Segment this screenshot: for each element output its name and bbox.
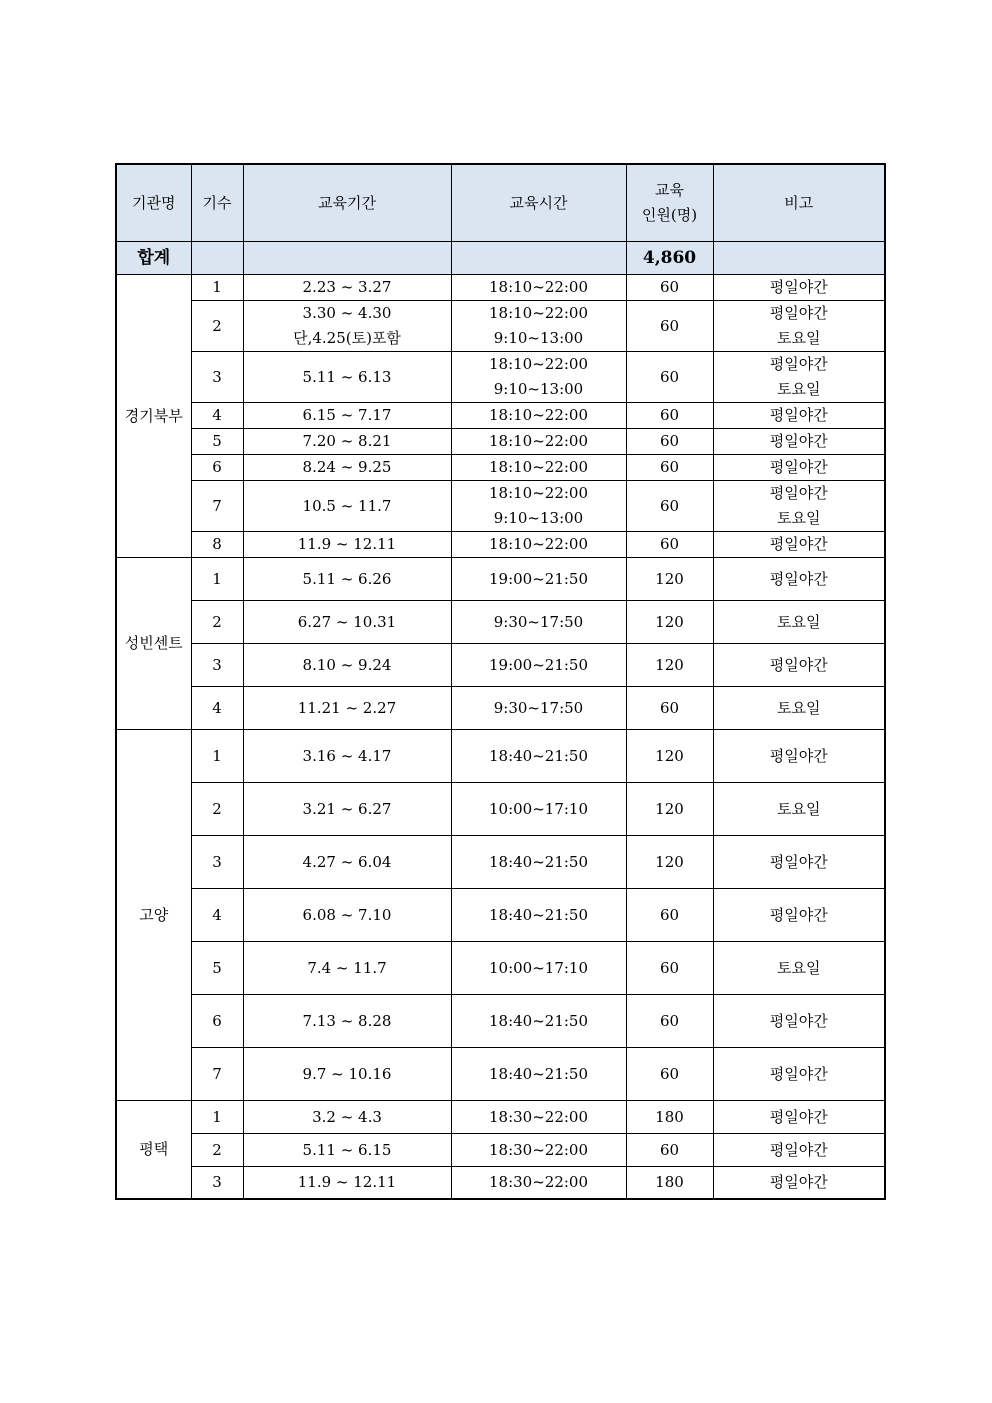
cohort-number: 1 [191,558,243,601]
count-cell: 60 [626,429,713,455]
cohort-number: 1 [191,275,243,301]
time-cell [451,275,626,301]
cohort-number: 3 [191,352,243,403]
period-cell-line: 5.11 ~ 6.13 [302,367,392,386]
period-cell [243,403,451,429]
note-cell-line: 토요일 [777,698,821,717]
period-cell-line: 단,4.25(토)포함 [293,329,401,347]
total-blank-time [451,242,626,275]
period-cell [243,601,451,644]
period-cell [243,275,451,301]
time-cell [451,1134,626,1167]
note-cell-line: 토요일 [777,380,821,398]
table-row [116,730,885,783]
note-cell-line: 토요일 [777,799,821,818]
time-cell [451,1048,626,1101]
table-row [116,1134,885,1167]
table-row [116,644,885,687]
period-cell-line: 9.7 ~ 10.16 [302,1064,392,1083]
table-row [116,275,885,301]
note-cell [713,429,885,455]
count-cell: 60 [626,942,713,995]
table-row [116,601,885,644]
period-cell-line: 11.21 ~ 2.27 [297,698,397,717]
count-cell: 60 [626,301,713,352]
header-period: 교육기간 [243,164,451,242]
header-count [626,164,713,242]
count-cell: 180 [626,1167,713,1199]
cohort-number: 5 [191,942,243,995]
note-cell [713,558,885,601]
count-cell: 60 [626,1048,713,1101]
time-cell-line: 19:00~21:50 [488,569,589,588]
period-cell [243,481,451,532]
time-cell-line: 18:40~21:50 [488,1064,589,1083]
note-cell-line: 평일야간 [769,746,828,765]
note-cell-line: 평일야간 [769,432,828,450]
table-row [116,1048,885,1101]
table-row [116,301,885,352]
time-cell [451,455,626,481]
total-count: 4,860 [626,242,713,275]
note-cell [713,301,885,352]
time-cell [451,995,626,1048]
cohort-number: 2 [191,783,243,836]
period-cell-line: 3.21 ~ 6.27 [302,799,392,818]
cohort-number: 2 [191,601,243,644]
time-cell [451,532,626,558]
table-row [116,481,885,532]
note-cell-line: 평일야간 [769,1064,828,1083]
table-row [116,1101,885,1134]
period-cell [243,644,451,687]
note-cell [713,275,885,301]
table-row [116,889,885,942]
time-cell [451,558,626,601]
cohort-number: 1 [191,730,243,783]
cohort-number: 8 [191,532,243,558]
note-cell-line: 평일야간 [769,278,828,296]
cohort-number: 2 [191,1134,243,1167]
time-cell-line: 18:10~22:00 [488,484,589,502]
table-row [116,558,885,601]
note-cell-line: 평일야간 [769,1172,828,1191]
period-cell-line: 6.15 ~ 7.17 [302,406,392,424]
period-cell-line: 6.08 ~ 7.10 [302,905,392,924]
note-cell [713,730,885,783]
period-cell [243,1101,451,1134]
period-cell [243,687,451,730]
time-cell [451,481,626,532]
time-cell-line: 18:40~21:50 [488,852,589,871]
table-row [116,532,885,558]
period-cell [243,532,451,558]
cohort-number: 7 [191,481,243,532]
period-cell-line: 7.20 ~ 8.21 [302,432,392,450]
count-cell: 60 [626,352,713,403]
schedule-table [115,163,886,1200]
note-cell-line: 토요일 [777,509,821,527]
time-cell-line: 10:00~17:10 [488,799,589,818]
total-label: 합계 [116,242,191,275]
org-name: 고양 [116,730,191,1101]
cohort-number: 6 [191,995,243,1048]
total-blank-no [191,242,243,275]
time-cell [451,942,626,995]
note-cell [713,403,885,429]
count-cell: 60 [626,481,713,532]
note-cell-line: 평일야간 [769,406,828,424]
table-row [116,352,885,403]
note-cell-line: 평일야간 [769,355,828,373]
period-cell-line: 11.9 ~ 12.11 [297,535,397,553]
time-cell-line: 18:10~22:00 [488,304,589,322]
note-cell-line: 평일야간 [769,1011,828,1030]
table-row [116,429,885,455]
header-note: 비고 [713,164,885,242]
period-cell [243,783,451,836]
count-cell: 60 [626,1134,713,1167]
table-row [116,942,885,995]
note-cell-line: 평일야간 [769,905,828,924]
cohort-number: 6 [191,455,243,481]
note-cell-line: 토요일 [777,329,821,347]
cohort-number: 2 [191,301,243,352]
period-cell-line: 3.2 ~ 4.3 [312,1107,382,1126]
time-cell [451,301,626,352]
count-cell: 180 [626,1101,713,1134]
header-row [116,164,885,242]
count-cell: 60 [626,403,713,429]
time-cell-line: 19:00~21:50 [488,655,589,674]
time-cell-line: 18:10~22:00 [488,355,589,373]
count-cell: 120 [626,783,713,836]
cohort-number: 3 [191,1167,243,1199]
table-row [116,1167,885,1199]
count-cell: 60 [626,687,713,730]
note-cell-line: 평일야간 [769,655,828,674]
total-row [116,242,885,275]
count-cell: 60 [626,995,713,1048]
period-cell-line: 6.27 ~ 10.31 [297,612,397,631]
note-cell-line: 토요일 [777,958,821,977]
period-cell-line: 5.11 ~ 6.15 [302,1140,392,1159]
note-cell [713,1167,885,1199]
note-cell [713,532,885,558]
header-org: 기관명 [116,164,191,242]
note-cell-line: 평일야간 [769,1107,828,1126]
note-cell [713,455,885,481]
table-row [116,995,885,1048]
period-cell [243,1167,451,1199]
cohort-number: 1 [191,1101,243,1134]
period-cell [243,995,451,1048]
cohort-number: 5 [191,429,243,455]
note-cell [713,352,885,403]
table-row [116,836,885,889]
period-cell [243,1134,451,1167]
period-cell [243,730,451,783]
time-cell-line: 18:10~22:00 [488,406,589,424]
time-cell-line: 9:10~13:00 [493,509,584,527]
note-cell [713,481,885,532]
org-name: 경기북부 [116,275,191,558]
time-cell [451,601,626,644]
period-cell-line: 7.4 ~ 11.7 [307,958,387,977]
note-cell [713,1101,885,1134]
header-time: 교육시간 [451,164,626,242]
period-cell [243,1048,451,1101]
time-cell-line: 18:30~22:00 [488,1172,589,1191]
note-cell-line: 평일야간 [769,852,828,871]
count-cell: 120 [626,730,713,783]
table-row [116,687,885,730]
time-cell [451,783,626,836]
time-cell [451,403,626,429]
period-cell [243,429,451,455]
cohort-number: 7 [191,1048,243,1101]
period-cell-line: 2.23 ~ 3.27 [302,278,392,296]
note-cell [713,995,885,1048]
org-name: 성빈센트 [116,558,191,730]
time-cell-line: 18:30~22:00 [488,1140,589,1159]
period-cell-line: 4.27 ~ 6.04 [302,852,392,871]
header-count-line2: 인원(명) [641,206,698,224]
note-cell [713,783,885,836]
count-cell: 120 [626,601,713,644]
period-cell-line: 5.11 ~ 6.26 [302,569,392,588]
time-cell-line: 9:10~13:00 [493,329,584,347]
period-cell-line: 11.9 ~ 12.11 [297,1172,397,1191]
time-cell [451,644,626,687]
note-cell [713,836,885,889]
note-cell [713,687,885,730]
note-cell-line: 평일야간 [769,535,828,553]
note-cell [713,1048,885,1101]
period-cell [243,352,451,403]
time-cell-line: 18:10~22:00 [488,278,589,296]
table-row [116,403,885,429]
time-cell-line: 18:40~21:50 [488,905,589,924]
time-cell [451,1167,626,1199]
count-cell: 60 [626,889,713,942]
total-blank-note [713,242,885,275]
total-blank-period [243,242,451,275]
table-row [116,455,885,481]
time-cell [451,1101,626,1134]
count-cell: 120 [626,836,713,889]
note-cell-line: 평일야간 [769,569,828,588]
note-cell-line: 토요일 [777,612,821,631]
note-cell [713,644,885,687]
cohort-number: 4 [191,889,243,942]
count-cell: 120 [626,644,713,687]
period-cell [243,889,451,942]
time-cell-line: 18:10~22:00 [488,432,589,450]
time-cell [451,730,626,783]
period-cell [243,942,451,995]
period-cell-line: 7.13 ~ 8.28 [302,1011,392,1030]
period-cell [243,455,451,481]
period-cell-line: 8.10 ~ 9.24 [302,655,392,674]
period-cell-line: 8.24 ~ 9.25 [302,458,392,476]
org-name: 평택 [116,1101,191,1199]
time-cell-line: 18:10~22:00 [488,535,589,553]
time-cell-line: 9:10~13:00 [493,380,584,398]
cohort-number: 4 [191,687,243,730]
table-row [116,783,885,836]
note-cell-line: 평일야간 [769,1140,828,1159]
time-cell [451,352,626,403]
note-cell-line: 평일야간 [769,304,828,322]
count-cell: 120 [626,558,713,601]
note-cell [713,889,885,942]
time-cell [451,889,626,942]
period-cell [243,558,451,601]
header-no: 기수 [191,164,243,242]
count-cell: 60 [626,275,713,301]
time-cell-line: 9:30~17:50 [493,698,584,717]
note-cell [713,942,885,995]
time-cell [451,429,626,455]
time-cell-line: 18:10~22:00 [488,458,589,476]
time-cell [451,687,626,730]
cohort-number: 3 [191,836,243,889]
note-cell [713,1134,885,1167]
note-cell [713,601,885,644]
period-cell-line: 10.5 ~ 11.7 [302,496,392,515]
time-cell-line: 18:40~21:50 [488,746,589,765]
time-cell [451,836,626,889]
note-cell-line: 평일야간 [769,484,828,502]
period-cell-line: 3.30 ~ 4.30 [302,304,392,322]
period-cell-line: 3.16 ~ 4.17 [302,746,392,765]
cohort-number: 3 [191,644,243,687]
count-cell: 60 [626,455,713,481]
time-cell-line: 9:30~17:50 [493,612,584,631]
count-cell: 60 [626,532,713,558]
time-cell-line: 18:40~21:50 [488,1011,589,1030]
note-cell-line: 평일야간 [769,458,828,476]
time-cell-line: 10:00~17:10 [488,958,589,977]
header-count-line1: 교육 [655,181,684,199]
cohort-number: 4 [191,403,243,429]
period-cell [243,301,451,352]
time-cell-line: 18:30~22:00 [488,1107,589,1126]
period-cell [243,836,451,889]
